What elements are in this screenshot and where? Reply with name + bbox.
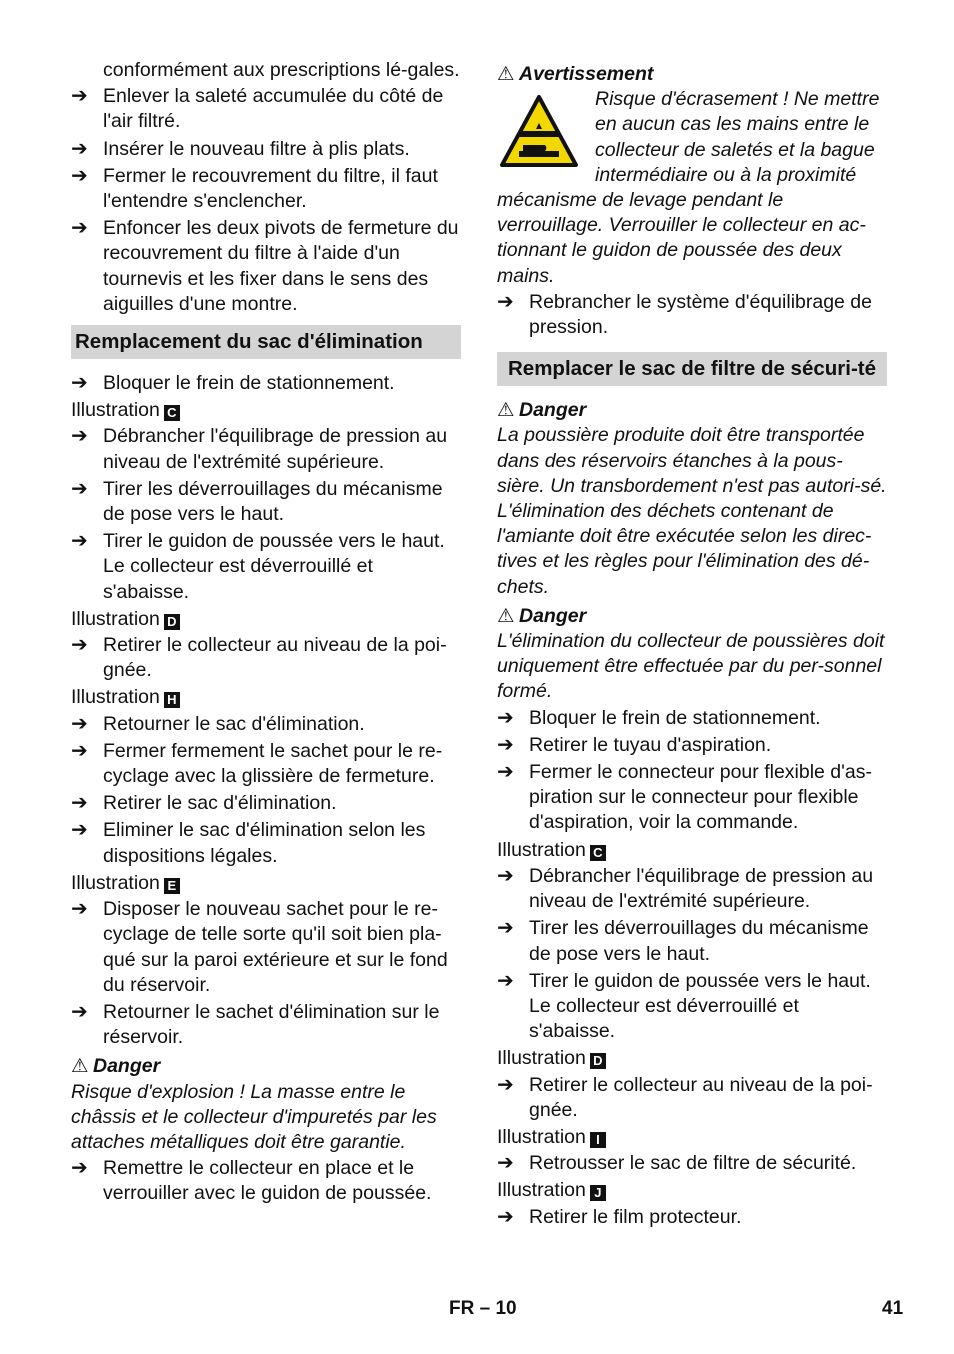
danger-title-2 xyxy=(497,604,887,629)
step-text: Fermer fermement le sachet pour le re-cyclage avec la glissière de fermeture. xyxy=(103,739,443,788)
step-text: Rebrancher le système d'équilibrage de pression. xyxy=(529,290,873,339)
step-item xyxy=(497,864,887,914)
arrow-right-icon: ➔ xyxy=(71,372,88,395)
illustration-ref-c xyxy=(71,398,461,423)
arrow-right-icon: ➔ xyxy=(71,792,88,815)
steps-list-c xyxy=(497,864,887,1044)
warning-triangle-icon: ⚠ xyxy=(71,1055,89,1078)
step-text: Remettre le collecteur en place et le verrouiller avec le guidon de poussée. xyxy=(103,1157,432,1205)
illustration-letter-badge: D xyxy=(164,614,180,630)
steps-list-e xyxy=(71,897,461,1050)
step-text: Débrancher l'équilibrage de pression au niveau de l'extrémité supérieure. xyxy=(103,425,448,473)
arrow-right-icon: ➔ xyxy=(497,864,514,887)
illustration-ref-i xyxy=(497,1125,887,1150)
illustration-letter-badge: J xyxy=(590,1185,606,1201)
step-item xyxy=(71,529,461,605)
step-text: Eliminer le sac d'élimination selon les dispositions légales. xyxy=(103,819,426,867)
arrow-right-icon: ➔ xyxy=(71,137,88,160)
step-item xyxy=(497,706,887,731)
step-text: Fermer le connecteur pour flexible d'as-piration sur le connecteur pour flexible d'aspiration, voir la commande. xyxy=(529,761,872,834)
arrow-right-icon: ➔ xyxy=(71,85,88,108)
step-item xyxy=(71,424,461,474)
step-item xyxy=(71,712,461,737)
illustration-label: Illustration xyxy=(497,838,586,861)
step-text: Retrousser le sac de filtre de sécurité. xyxy=(529,1152,857,1175)
warning-text: Risque d'écrasement ! Ne mettre en aucun cas les mains entre le collecteur de saletés et la bague intermédiaire ou à la proximité mécanisme de levage pendant le verrouillage. Verrouiller le collecteur en ac-tionnant le guidon de poussée des deux mains. xyxy=(497,88,880,287)
illustration-label: Illustration xyxy=(497,1047,586,1070)
arrow-right-icon: ➔ xyxy=(71,819,88,842)
step-text: Retirer le tuyau d'aspiration. xyxy=(529,733,772,756)
illustration-letter-badge: C xyxy=(590,845,606,861)
illustration-letter-badge: C xyxy=(164,405,180,421)
step-text: Enlever la saleté accumulée du côté de l'air filtré. xyxy=(103,85,444,133)
arrow-right-icon: ➔ xyxy=(71,898,88,921)
step-text: Fermer le recouvrement du filtre, il faut l'entendre s'enclencher. xyxy=(103,164,438,213)
step-item xyxy=(71,1000,461,1050)
illustration-ref-e xyxy=(71,871,461,896)
steps-list-a xyxy=(497,290,887,340)
step-text: Disposer le nouveau sachet pour le re-cyclage de telle sorte qu'il soit bien pla-qué sur la paroi extérieure et sur le fond du réservoir. xyxy=(103,898,448,996)
step-text: Retourner le sac d'élimination. xyxy=(103,712,365,735)
illustration-letter-badge: I xyxy=(590,1132,606,1148)
intro-continuation: conformément aux prescriptions lé-gales. xyxy=(103,59,460,81)
step-text: Retirer le collecteur au niveau de la poi-gnée. xyxy=(103,634,447,682)
arrow-right-icon: ➔ xyxy=(71,217,88,240)
illustration-label: Illustration xyxy=(71,871,160,894)
arrow-right-icon: ➔ xyxy=(71,1000,88,1023)
danger-title-text: Danger xyxy=(519,604,587,627)
step-item xyxy=(71,164,461,214)
step-item xyxy=(497,1073,887,1123)
steps-list-d xyxy=(71,633,461,683)
steps-list-f xyxy=(71,1156,461,1206)
step-item xyxy=(71,897,461,998)
steps-list-c xyxy=(71,424,461,604)
step-text: Tirer le guidon de poussée vers le haut. Le collecteur est déverrouillé et s'abaisse. xyxy=(103,530,445,603)
arrow-right-icon: ➔ xyxy=(497,917,514,940)
arrow-right-icon: ➔ xyxy=(71,477,88,500)
step-text: Bloquer le frein de stationnement. xyxy=(529,706,821,729)
warning-triangle-icon: ⚠ xyxy=(497,63,515,85)
steps-list-b xyxy=(497,706,887,836)
section-heading-safety-filter-bag: Remplacer le sac de filtre de sécuri-té xyxy=(497,352,887,386)
step-item xyxy=(497,1205,887,1230)
warning-triangle-icon: ⚠ xyxy=(497,604,515,627)
step-text: Tirer le guidon de poussée vers le haut. Le collecteur est déverrouillé et s'abaisse. xyxy=(529,969,871,1043)
step-text: Tirer les déverrouillages du mécanisme de pose vers le haut. xyxy=(529,917,869,965)
illustration-label: Illustration xyxy=(71,686,160,709)
illustration-label: Illustration xyxy=(497,1179,586,1202)
step-item xyxy=(71,739,461,789)
step-text: Bloquer le frein de stationnement. xyxy=(103,372,395,395)
danger-text: Risque d'explosion ! La masse entre le châssis et le collecteur d'impuretés par les attaches métalliques doit être garantie. xyxy=(71,1080,437,1153)
arrow-right-icon: ➔ xyxy=(71,739,88,762)
illustration-ref-c xyxy=(497,838,887,863)
step-text: Insérer le nouveau filtre à plis plats. xyxy=(103,137,410,160)
step-item xyxy=(71,216,461,317)
step-text: Retirer le sac d'élimination. xyxy=(103,792,337,815)
step-item xyxy=(497,1151,887,1176)
danger-title-text: Danger xyxy=(519,399,587,422)
arrow-right-icon: ➔ xyxy=(497,1073,514,1096)
arrow-right-icon: ➔ xyxy=(71,1157,88,1180)
steps-list-a xyxy=(71,84,461,317)
step-item xyxy=(71,371,461,396)
steps-list-h xyxy=(71,712,461,869)
step-text: Tirer les déverrouillages du mécanisme de pose vers le haut. xyxy=(103,477,443,526)
step-item xyxy=(71,818,461,868)
right-column xyxy=(497,58,887,1232)
footer-section-label: FR – 10 xyxy=(449,1298,517,1319)
step-item xyxy=(71,477,461,527)
arrow-right-icon: ➔ xyxy=(71,634,88,657)
warning-title xyxy=(497,62,887,87)
step-item xyxy=(71,137,461,162)
illustration-label: Illustration xyxy=(497,1125,586,1148)
danger-title-1 xyxy=(497,398,887,423)
illustration-ref-d xyxy=(497,1046,887,1071)
arrow-right-icon: ➔ xyxy=(497,969,514,992)
danger-title-text: Danger xyxy=(93,1055,161,1078)
step-text: Débrancher l'équilibrage de pression au niveau de l'extrémité supérieure. xyxy=(529,864,874,913)
illustration-label: Illustration xyxy=(71,399,160,422)
warning-block xyxy=(497,87,887,289)
arrow-right-icon: ➔ xyxy=(71,425,88,448)
illustration-letter-badge: D xyxy=(590,1053,606,1069)
step-item xyxy=(71,791,461,816)
warning-title-text: Avertissement xyxy=(519,63,654,85)
danger-title xyxy=(71,1054,461,1079)
danger-text-2: L'élimination du collecteur de poussières doit uniquement être effectuée par du per-sonnel formé. xyxy=(497,630,885,703)
hand-crush-hazard-icon xyxy=(499,93,579,171)
step-item xyxy=(497,969,887,1045)
step-item xyxy=(497,290,887,340)
step-item xyxy=(497,916,887,966)
step-text: Retirer le film protecteur. xyxy=(529,1205,742,1228)
arrow-right-icon: ➔ xyxy=(71,530,88,553)
step-text: Retirer le collecteur au niveau de la poi-gnée. xyxy=(529,1073,873,1121)
arrow-right-icon: ➔ xyxy=(497,1152,514,1175)
step-item xyxy=(71,1156,461,1206)
arrow-right-icon: ➔ xyxy=(497,761,514,784)
arrow-right-icon: ➔ xyxy=(71,712,88,735)
step-item xyxy=(71,633,461,683)
danger-text-1: La poussière produite doit être transportée dans des réservoirs étanches à la pous-sière. Un transbordement n'est pas autori-sé. L'élimination des déchets contenant de l'amiante doit être exécutée selon les direc-tives et les règles pour l'élimination des dé-chets. xyxy=(497,424,887,598)
arrow-right-icon: ➔ xyxy=(497,1205,514,1228)
illustration-ref-h xyxy=(71,685,461,710)
step-item xyxy=(497,760,887,836)
left-column xyxy=(71,58,461,1209)
steps-list-d xyxy=(497,1073,887,1123)
steps-list-j xyxy=(497,1205,887,1230)
illustration-ref-d xyxy=(71,607,461,632)
illustration-label: Illustration xyxy=(71,607,160,630)
step-text: Enfoncer les deux pivots de fermeture du recouvrement du filtre à l'aide d'un tournevis et les fixer dans le sens des aiguilles d'une montre. xyxy=(103,217,459,315)
step-item xyxy=(71,84,461,134)
arrow-right-icon: ➔ xyxy=(71,164,88,187)
illustration-ref-j xyxy=(497,1178,887,1203)
step-text: Retourner le sachet d'élimination sur le réservoir. xyxy=(103,1000,440,1049)
arrow-right-icon: ➔ xyxy=(497,290,514,313)
arrow-right-icon: ➔ xyxy=(497,706,514,729)
section-heading-disposal-bag: Remplacement du sac d'élimination xyxy=(71,325,461,359)
steps-list-i xyxy=(497,1151,887,1176)
step-item xyxy=(497,733,887,758)
illustration-letter-badge: E xyxy=(164,878,180,894)
illustration-letter-badge: H xyxy=(164,692,180,708)
warning-triangle-icon: ⚠ xyxy=(497,399,515,422)
page-number: 41 xyxy=(882,1298,904,1319)
arrow-right-icon: ➔ xyxy=(497,733,514,756)
